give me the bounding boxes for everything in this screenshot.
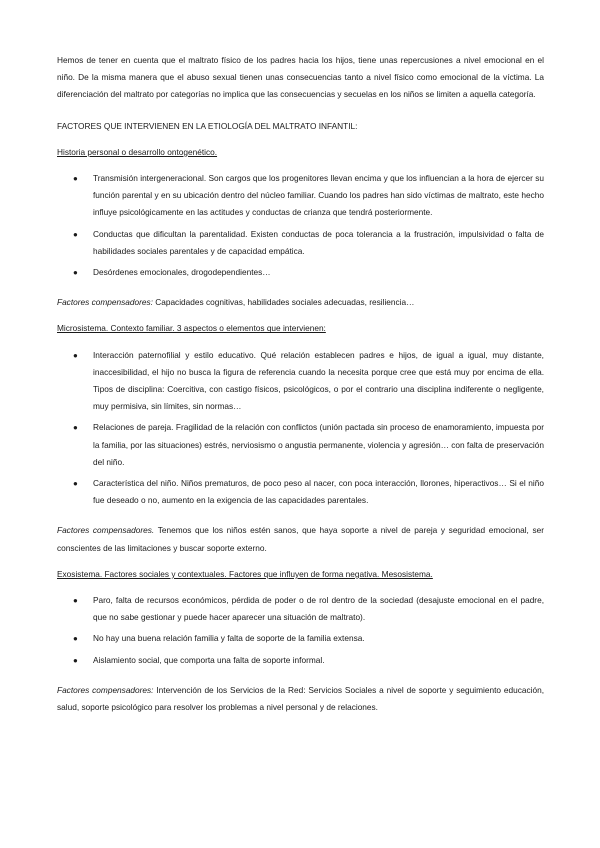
section-list-historia	[57, 170, 544, 281]
list-item: ● No hay una buena relación familia y falta de soporte de la familia extensa.	[57, 630, 544, 647]
list-item: ● Relaciones de pareja. Fragilidad de la relación con conflictos (unión pactada sin proceso de enamoramiento, impuesta por la familia, por las situaciones) estrés, nerviosismo o angustia permanente, violencia y agresión… con falta de preservación del niño.	[57, 419, 544, 471]
bullet-icon: ●	[73, 229, 78, 239]
section-heading-microsistema: Microsistema. Contexto familiar. 3 aspectos o elementos que intervienen:	[57, 323, 326, 334]
bullet-icon: ●	[73, 350, 78, 360]
main-heading: FACTORES QUE INTERVIENEN EN LA ETIOLOGÍA DEL MALTRATO INFANTIL:	[57, 120, 358, 131]
document-page	[57, 52, 544, 716]
list-item: ● Paro, falta de recursos económicos, pérdida de poder o de rol dentro de la sociedad (desajuste emocional en el padre, que no sabe gestionar y puede hacer aparecer una situación de maltrato).	[57, 592, 544, 626]
list-item: ● Conductas que dificultan la parentalidad. Existen conductas de poca tolerancia a la frustración, impulsividad o falta de habilidades sociales parentales y de capacidad empática.	[57, 226, 544, 260]
bullet-icon: ●	[73, 634, 78, 644]
list-item: ● Transmisión intergeneracional. Son cargos que los progenitores llevan encima y que los influencian a la hora de ejercer su función parental y en su ubicación dentro del núcleo familiar. Cuando los padres han sido víctimas de maltrato, este hecho influye psicológicamente en las actitudes y conductas de crianza que tendrá posteriormente.	[57, 170, 544, 222]
compensating-factors-exosistema: Factores compensadores: Intervención de los Servicios de la Red: Servicios Sociales a nivel de soporte y seguimiento educación, salud, soporte psicológico para resolver los problemas a nivel personal y de relaciones.	[57, 684, 545, 713]
intro-paragraph: Hemos de tener en cuenta que el maltrato físico de los padres hacia los hijos, tiene unas repercusiones a nivel emocional en el niño. De la misma manera que el abuso sexual tienen unas consecuencias tanto a nivel físico como emocional de la víctima. La diferenciación del maltrato por categorías no implica que las consecuencias y secuelas en los niños se limiten a aquella categoría.	[57, 55, 544, 100]
bullet-icon: ●	[73, 596, 78, 606]
compensating-factors-historia: Factores compensadores: Capacidades cognitivas, habilidades sociales adecuadas, resiliencia…	[57, 297, 415, 308]
section-list-microsistema	[57, 347, 544, 510]
bullet-icon: ●	[73, 479, 78, 489]
list-item: ● Aislamiento social, que comporta una falta de soporte informal.	[57, 652, 544, 669]
bullet-icon: ●	[73, 423, 78, 433]
compensating-factors-microsistema: Factores compensadores. Tenemos que los niños estén sanos, que haya soporte a nivel de pareja y seguridad emocional, ser conscientes de las limitaciones y buscar soporte externo.	[57, 525, 544, 553]
section-list-exosistema	[57, 592, 544, 669]
list-item: ● Interacción paternofilial y estilo educativo. Qué relación establecen padres e hijos, de igual a igual, muy distante, inaccesibilidad, el hijo no busca la figura de referencia cuando la necesita porque cree que está muy por encima de ella. Tipos de disciplina: Coercitiva, con castigo físicos, psicológicos, o por el contrario una disciplina indiferente o negligente, muy permisiva, sin límites, sin normas…	[57, 347, 544, 416]
section-heading-historia: Historia personal o desarrollo ontogenético.	[57, 146, 218, 157]
bullet-icon: ●	[73, 268, 78, 278]
bullet-icon: ●	[73, 174, 78, 184]
bullet-icon: ●	[73, 655, 78, 665]
section-heading-exosistema: Exosistema. Factores sociales y contextuales. Factores que influyen de forma negativa. Mesosistema.	[57, 568, 433, 579]
list-item: ● Desórdenes emocionales, drogodependientes…	[57, 264, 544, 281]
list-item: ● Característica del niño. Niños prematuros, de poco peso al nacer, con poca interacción, llorones, hiperactivos… Si el niño fue deseado o no, aumento en la exigencia de las capacidades parentales.	[57, 475, 544, 509]
